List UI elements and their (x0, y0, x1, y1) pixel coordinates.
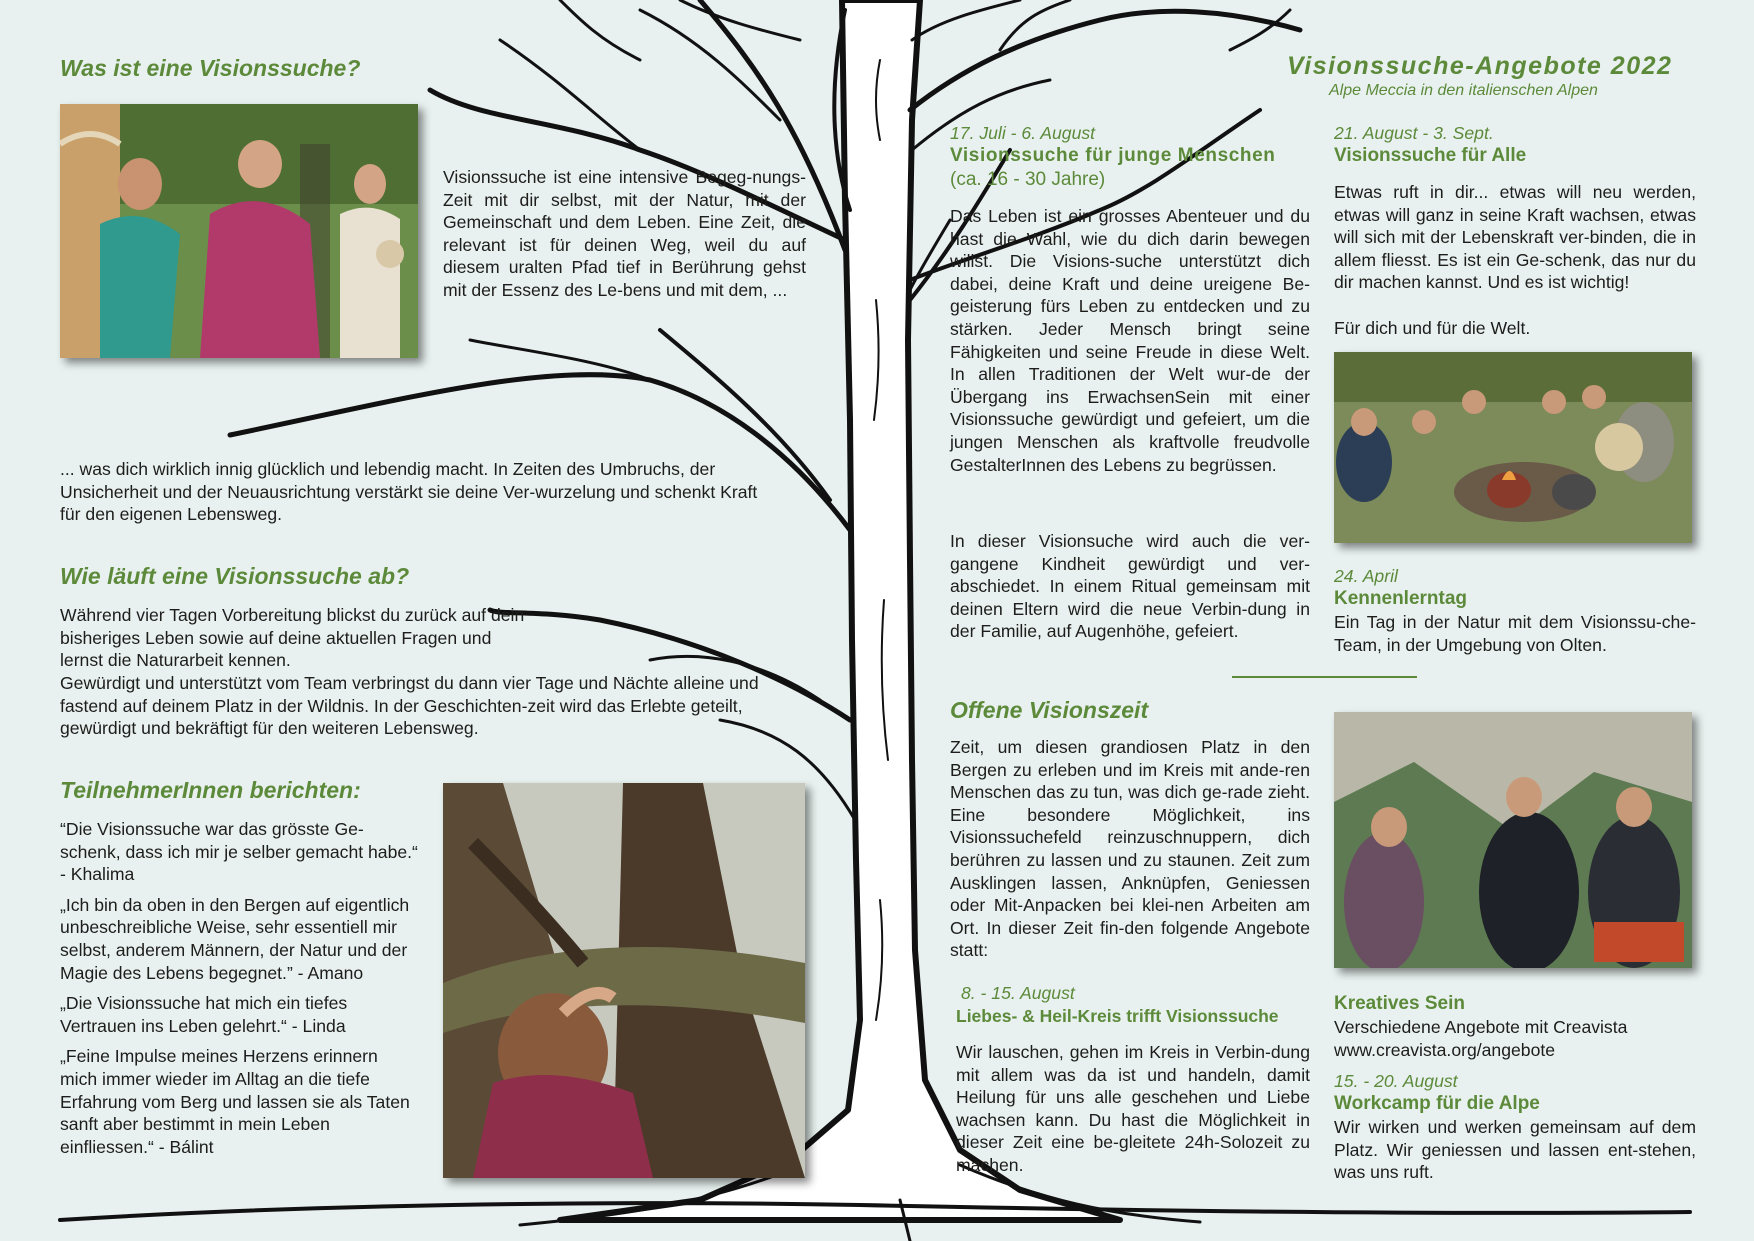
all-text-end: Für dich und für die Welt. (1334, 318, 1531, 338)
youth-text-1: Das Leben ist ein grosses Abenteuer und du hast die Wahl, wie du dich darin bewegen willst. Die Visions-suche unterstützt dich dabei, deine Kraft und deine ureigene Be-geisterung fürs Leben zu entdecken und zu stärken. Jeder Mensch bringt seine Fähigkeiten und seine Freude in diese Welt. In allen Traditionen der Welt wur-de der Übergang ins ErwachsenSein mit einer Visionssuche gewürdigt und gefeiert, um die jungen Menschen als kraftvolle freudvolle GestalterInnen des Lebens zu begrüssen. (950, 206, 1310, 475)
youth-age: (ca. 16 - 30 Jahre) (950, 169, 1106, 190)
creative-offer (1334, 992, 1696, 1061)
creative-text: Verschiedene Angebote mit Creavista (1334, 1017, 1628, 1037)
workcamp-date: 15. - 20. August (1334, 1071, 1458, 1091)
process-heading: Wie läuft eine Visionssuche ab? (60, 563, 410, 589)
process-text-2: Gewürdigt und unterstützt vom Team verbringst du dann vier Tage und Nächte alleine und fastend auf deinem Platz in der Wildnis. In der Geschichten-zeit wird das Erlebte geteilt, gewürdigt und bekräftigt für den weiteren Lebensweg. (60, 673, 759, 739)
meet-title: Kennenlerntag (1334, 588, 1468, 609)
meet-date: 24. April (1334, 566, 1398, 586)
workcamp-title: Workcamp für die Alpe (1334, 1093, 1540, 1114)
intro-text-2: ... was dich wirklich innig glücklich und lebendig macht. In Zeiten des Umbruchs, der Unsicherheit und der Neuausrichtung verstärkt sie deine Ver-wurzelung und schenkt Kraft für den eigenen Lebensweg. (60, 459, 758, 525)
meet-text: Ein Tag in der Natur mit dem Visionssu-che-Team, in der Umgebung von Olten. (1334, 612, 1696, 655)
quote-amano: „Ich bin da oben in den Bergen auf eigentlich unbeschreibliche Weise, sehr essentiell mir selbst, anderem Männern, der Natur und der Magie des Lebens begegnet.” - Amano (60, 894, 410, 983)
youth-title: Visionssuche für junge Menschen (950, 145, 1276, 166)
youth-date: 17. Juli - 6. August (950, 123, 1096, 143)
creative-link[interactable]: www.creavista.org/angebote (1334, 1039, 1556, 1060)
quote-khalima: “Die Visionssuche war das grösste Ge-schenk, dass ich mir je selber gemacht habe.“ - Khalima (60, 819, 418, 885)
tree-hug-photo (443, 783, 805, 1178)
open-text: Zeit, um diesen grandiosen Platz in den Bergen zu erleben und im Kreis mit ande-ren Menschen das zu tun, was dich ge-rade zieht. Eine besondere Möglichkeit, ins Visionssuchefeld reinzuschnuppern, dich berühren zu lassen und zu staunen. Zeit zum Ausklingen lassen, Anknüpfen, Geniessen oder Mit-Anpacken bei klei-nen Arbeiten am Ort. In dieser Zeit fin-den folgende Angebote statt: (950, 737, 1310, 961)
intro-heading: Was ist eine Visionssuche? (60, 55, 361, 81)
all-text: Etwas ruft in dir... etwas will neu werden, etwas will ganz in seine Kraft wachsen, etwas will sich mit der Lebenskraft ver-binden, die in allem fliesst. Es ist ein Ge-schenk, das nur du dir machen kannst. Und es ist wichtig! (1334, 182, 1696, 293)
love-offer (956, 982, 1310, 1028)
mountain-photo (1334, 712, 1692, 968)
all-title: Visionssuche für Alle (1334, 145, 1527, 166)
workcamp-text: Wir wirken und werken gemeinsam auf dem Platz. Wir geniessen und lassen ent-stehen, was uns ruft. (1334, 1117, 1696, 1183)
offers-title: Visionssuche-Angebote 2022 (1287, 52, 1673, 80)
workcamp-offer (1334, 1070, 1696, 1184)
love-title: Liebes- & Heil-Kreis trifft Visionssuche (956, 1006, 1279, 1026)
divider-line (1232, 676, 1417, 678)
quote-linda: „Die Visionssuche hat mich ein tiefes Vertrauen ins Leben gelehrt.“ - Linda (60, 993, 348, 1036)
quotes-list (60, 818, 418, 1166)
process-text-1: Während vier Tagen Vorbereitung blickst du zurück auf dein bisheriges Leben sowie auf deine aktuellen Fragen und lernst die Naturarbeit kennen. (60, 605, 525, 671)
intro-text-1: Visionssuche ist eine intensive Begeg-nungs-Zeit mit dir selbst, mit der Natur, mit der Gemeinschaft und dem Leben. Eine Zeit, die relevant ist für deinen Weg, weil du auf diesem uralten Pfad tief in Berührung gehst mit der Essenz des Le-bens und mit dem, ... (443, 167, 806, 300)
love-date: 8. - 15. August (961, 983, 1075, 1003)
offers-subtitle: Alpe Meccia in den italienschen Alpen (1329, 82, 1598, 99)
campfire-photo (1334, 352, 1692, 543)
all-offer (1334, 122, 1696, 168)
ceremony-photo (60, 104, 418, 358)
youth-offer (950, 122, 1310, 192)
quote-balint: „Feine Impulse meines Herzens erinnern mich immer wieder im Alltag an die tiefe Erfahrung vom Berg und lassen sie als Taten sanft aber bestimmt in mein Leben einfliessen.“ - Bálint (60, 1046, 410, 1157)
youth-text-2: In dieser Visionsuche wird auch die ver-gangene Kindheit gewürdigt und ver-abschiedet. In einem Ritual gemeinsam mit deinen Eltern wird die neue Verbin-dung in der Familie, auf Augenhöhe, gefeiert. (950, 531, 1310, 642)
open-heading: Offene Visionszeit (950, 697, 1149, 723)
creative-title: Kreatives Sein (1334, 993, 1465, 1014)
meet-offer (1334, 565, 1696, 656)
reports-heading: TeilnehmerInnen berichten: (60, 777, 361, 803)
love-text: Wir lauschen, gehen im Kreis in Verbin-dung mit allem was da ist und handeln, damit Heilung für uns alle geschehen und Liebe wachsen kann. Du hast die Möglichkeit in dieser Zeit eine be-gleitete 24h-Solozeit zu machen. (956, 1042, 1310, 1175)
all-date: 21. August - 3. Sept. (1334, 123, 1494, 143)
